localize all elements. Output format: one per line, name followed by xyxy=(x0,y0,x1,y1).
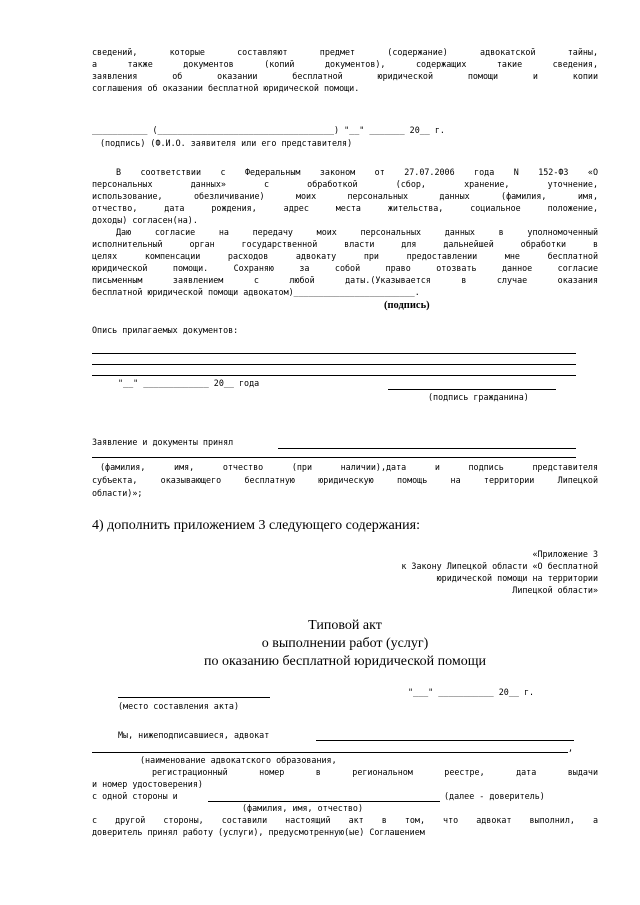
act-place-line xyxy=(118,697,270,698)
top-paragraph-line-3: заявления об оказании бесплатной юридической помощи и копии xyxy=(92,71,598,81)
act-date: "___" ___________ 20__ г. xyxy=(408,687,535,697)
consent-line-4: отчество, дата рождения, адрес места жительства, социальное положение, xyxy=(92,203,598,213)
attachments-line-3 xyxy=(92,375,576,376)
bureau-caption: (наименование адвокатского образования, xyxy=(140,755,337,765)
transfer-consent-line-4: юридической помощи. Сохраняю за собой право отозвать данное согласие xyxy=(92,263,598,273)
received-caption-line-2: субъекта, оказывающего бесплатную юридическую помощь на территории Липецкой xyxy=(92,475,598,485)
one-side-label: с одной стороны и xyxy=(92,791,178,801)
received-caption-line-1: (фамилия, имя, отчество (при наличии),дата и подпись представителя xyxy=(100,462,598,472)
closing-line-1: с другой стороны, составили настоящий акт в том, что адвокат выполнил, а xyxy=(92,815,598,825)
consent-line-2: персональных данных» с обработкой (сбор, хранение, уточнение, xyxy=(92,179,598,189)
closing-line-2: доверитель принял работу (услуги), предусмотренную(ые) Соглашением xyxy=(92,827,425,837)
act-title-line-1: Типовой акт xyxy=(308,618,382,633)
principal-name-line xyxy=(208,801,440,802)
registration-line: регистрационный номер в региональном реестре, дата выдачи xyxy=(152,767,598,777)
consent-line-5: доходы) согласен(на). xyxy=(92,215,198,225)
transfer-consent-line-6: бесплатной юридической помощи адвокатом)________________________. xyxy=(92,287,420,297)
attachments-label: Опись прилагаемых документов: xyxy=(92,325,239,335)
top-paragraph-line-2: а также документов (копий документов), содержащих такие сведения, xyxy=(92,59,598,69)
consent-line-1: В соответствии с Федеральным законом от 27.07.2006 года N 152-ФЗ «О xyxy=(116,167,598,177)
bureau-line xyxy=(92,752,568,753)
fio-caption: (фамилия, имя, отчество) xyxy=(242,803,364,813)
transfer-consent-line-1: Даю согласие на передачу моих персональных данных в уполномоченный xyxy=(116,227,598,237)
received-caption-line-3: области)»; xyxy=(92,488,143,498)
podpis-label: (подпись) xyxy=(384,300,430,311)
citizen-signature-line xyxy=(388,389,556,390)
applicant-signature-caption: (подпись) (Ф.И.О. заявителя или его представителя) xyxy=(100,138,353,148)
act-place-caption: (место составления акта) xyxy=(118,701,240,711)
certificate-line: и номер удостоверения) xyxy=(92,779,203,789)
attachments-line-2 xyxy=(92,364,576,365)
date-line: "__" _____________ 20__ года xyxy=(118,378,260,388)
appendix-ref-line-2: к Закону Липецкой области «О бесплатной xyxy=(401,561,598,571)
transfer-consent-line-5: письменным заявлением с любой даты.(Указывается в случае оказания xyxy=(92,275,598,285)
act-title-line-3: по оказанию бесплатной юридической помощи xyxy=(204,654,486,669)
appendix-ref-line-3: юридической помощи на территории xyxy=(436,573,598,583)
top-paragraph-line-1: сведений, которые составляют предмет (содержание) адвокатской тайны, xyxy=(92,47,598,57)
attachments-line-1 xyxy=(92,353,576,354)
top-paragraph-line-4: соглашения об оказании бесплатной юридической помощи. xyxy=(92,83,360,93)
appendix-ref-line-4: Липецкой области» xyxy=(512,585,598,595)
received-signature-line xyxy=(278,448,576,449)
applicant-signature-line: ___________ (___________________________________) "__" _______ 20__ г. xyxy=(92,125,445,135)
appendix-ref-line-1: «Приложение 3 xyxy=(532,549,598,559)
undersigned-label: Мы, нижеподписавшиеся, адвокат xyxy=(118,730,270,740)
principal-label: (далее - доверитель) xyxy=(444,791,545,801)
amendment-heading: 4) дополнить приложением 3 следующего содержания: xyxy=(92,518,420,533)
consent-line-3: использование, обезличивание) моих персональных данных (фамилия, имя, xyxy=(92,191,598,201)
attorney-name-line xyxy=(316,740,574,741)
transfer-consent-line-2: исполнительный орган государственной власти для дальнейшей обработки в xyxy=(92,239,598,249)
bureau-line-comma: , xyxy=(568,743,574,753)
act-title-line-2: о выполнении работ (услуг) xyxy=(261,636,429,651)
received-label: Заявление и документы принял xyxy=(92,437,234,447)
received-second-line xyxy=(92,457,576,458)
citizen-signature-caption: (подпись гражданина) xyxy=(428,392,529,402)
transfer-consent-line-3: целях компенсации расходов адвокату при предоставлении мне бесплатной xyxy=(92,251,598,261)
